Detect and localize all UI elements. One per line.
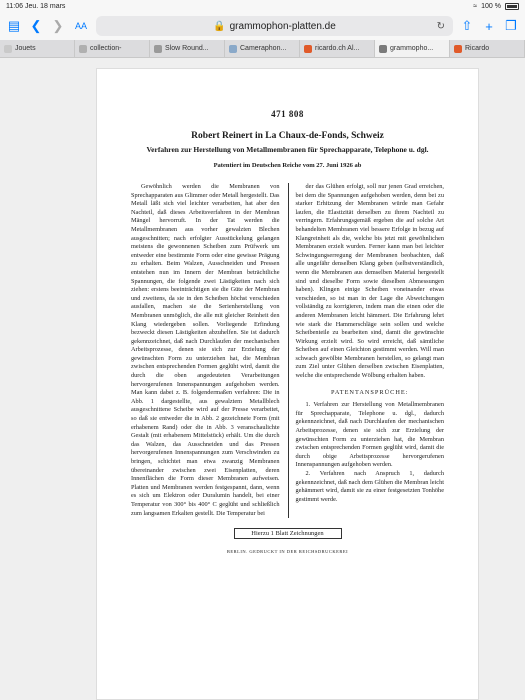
lock-icon: 🔒	[213, 20, 226, 32]
browser-toolbar	[0, 12, 525, 40]
right-column-text: der das Glühen erfolgt, soll nur jenen Grad erreichen, bei dem die Spannungen aufgehoben werden, denn bei zu starker Erhitzung der Membranen würde man Gefahr laufen, die Elastizität derselben zu ihrem Nachteil zu verringern. Erfahrungsgemäß ergeben die auf solche Art behandelten Membranen viel bessere Erfolge in bezug auf Klangreinheit als die, welche bis jetzt mit gewöhnlichen Membranen erzielt wurden. Ferner kann man bei leichter Schwingungserregung der Membranen beobachten, daß alle ungefähr denselben Klang geben (selbstverständlich, wenn die Membranen aus demselben Material hergestellt sind und dieselbe Form sowie dieselben Abmessungen haben). Klingen einige Scheiben voneinander etwas verschieden, so ist man in der Lage die Abweichungen vollständig zu korrigieren, indem man die einen oder die anderen Membranen leicht hämmert. Die Erfahrung lehrt wie stark die Hammerschläge sein sollen und welche Scheibenteile zu bearbeiten sind, damit die gewünschte Wirkung erzielt wird. So wird erreicht, daß sämtliche Scheiben auf einen Gleichton gestimmt werden. Will man schwach gewölbte Membranen herstellen, so gelangt man zum Ziel unter Glühen derselben zwischen Eisenplatten, welche die entsprechende Wölbung erhalten haben.	[295, 183, 444, 380]
tabs-overview-icon[interactable]: ❐	[505, 18, 517, 33]
url-text: grammophon-platten.de	[229, 20, 336, 32]
patent-number: 471 808	[271, 109, 304, 119]
battery-icon	[505, 3, 519, 10]
tab-label: Slow Round...	[165, 45, 209, 52]
printer-line: BERLIN. GEDRUCKT IN DER REICHSDRUCKEREI	[226, 549, 349, 555]
wifi-icon: ≈	[473, 2, 478, 10]
tab-label: Cameraphon...	[240, 45, 287, 52]
tab-0[interactable]	[0, 40, 75, 57]
right-column	[288, 183, 453, 518]
status-left	[6, 3, 65, 10]
tab-2[interactable]	[150, 40, 225, 57]
favicon-icon	[454, 45, 462, 53]
patent-page	[96, 68, 479, 700]
claim-1: 1. Verfahren zur Herstellung von Metallmembranen für Sprechapparate, Telephone u. dgl., dadurch gekennzeichnet, daß nach Durchlaufen der mechanischen Arbeitsprozesse, denen sie sich zur Erzielung der gewünschten Form zu unterziehen hat, die Membran zwischen entsprechenden Formen geglüht wird, damit die durch obige Arbeitsprozesse hervorgerufenen Innenspannungen aufgehoben werden.	[295, 401, 444, 469]
tab-label: collection-	[90, 45, 122, 52]
tab-1[interactable]	[75, 40, 150, 57]
status-time: 11:06	[6, 2, 23, 10]
status-bar	[0, 0, 525, 12]
patent-author: Robert Reinert in La Chaux-de-Fonds, Schweiz	[191, 131, 384, 141]
favicon-icon	[379, 45, 387, 53]
tab-bar	[0, 40, 525, 58]
back-button[interactable]: ❮	[30, 18, 42, 33]
claims-heading: PATENTANSPRÜCHE:	[330, 388, 409, 396]
battery-percent: 100 %	[481, 2, 501, 10]
share-icon[interactable]: ⇧	[461, 18, 473, 33]
favicon-icon	[229, 45, 237, 53]
favicon-icon	[154, 45, 162, 53]
favicon-icon	[79, 45, 87, 53]
tab-3[interactable]	[225, 40, 300, 57]
left-column	[123, 183, 288, 518]
patent-date-line: Patentiert im Deutschen Reiche vom 27. Juni 1926 ab	[213, 162, 362, 169]
status-date: Jeu. 18 mars	[24, 2, 66, 10]
address-bar[interactable]	[96, 16, 453, 36]
drawings-note: Hierzu 1 Blatt Zeichnungen	[234, 528, 342, 539]
tab-label: Jouets	[15, 45, 36, 52]
patent-title: Verfahren zur Herstellung von Metallmembranen für Sprechapparate, Telephone u. dgl.	[146, 145, 429, 154]
tab-5[interactable]	[375, 40, 450, 57]
status-right	[473, 3, 519, 10]
tab-label: Ricardo	[465, 45, 490, 52]
favicon-icon	[304, 45, 312, 53]
viewport	[0, 58, 525, 700]
favicon-icon	[4, 45, 12, 53]
left-column-text: Gewöhnlich werden die Membranen von Sprechapparaten aus Glimmer oder Metall hergestellt. Das Metall läßt sich viel leichter verarbeiten, hat aber den Nachteil, daß dieses Arbeitsverfahren in der Membran Mängel hervorruft. In der Tat werden die Metallmembranen aus vorher gewalzten Blechen ausgeschnitten; nach erfolgter Ausstückelung gelangen meistens die gewonnenen Scheiben zum Prüfwerk um entweder eine bestimmte Form oder eine gewisse Prägung zu erhalten. Beim Walzen, Ausschneiden und Pressen entstehen nun im Innern der Membran beträchtliche Spannungen, die folgende zwei Lästigkeiten nach sich ziehen: erstens beeinträchtigen sie die Güte der Membran und zweitens, da sie in den Scheiben höchst verschieden ausfallen, machen sie die Serienherstellung von Membranen unmöglich, die alle mit gleicher Reinheit den Klang wiedergeben sollen. Vorliegende Erfindung bezweckt diesen Lästigkeiten abzuhelfen. Sie ist dadurch gekennzeichnet, daß nach Durchlaufen der mechanischen Arbeitsprozesse, denen sie sich zur Erzielung der gewünschten Form zu unterziehen hat, die Membran zwischen entsprechenden Formen geglüht wird, damit die durch die oben angedeuteten Verarbeitungen hervorgerufenen Innenspannungen aufgehoben werden. Man kann dabei z. B. folgendermaßen verfahren: Die in Abb. 1 dargestellte, aus gewalztem Metallblech ausgeschnittene Scheibe wird auf der Presse verarbeitet, so daß sie entweder die in Abb. 2 gezeichnete Form (mit erhabenem Rand) oder die in Abb. 3 veranschaulichte Gestalt (mit erhabenem Mittelstück) erhält. Um die durch das Walzen, das Ausschneiden und das Pressen hervorgerufenen Innenspannungen zum Verschwinden zu bringen, schichtet man etwa zwanzig Membranen übereinander zwischen zwei Eisenplatten, deren Innenflächen die Form dieser Membranen aufweisen. Platten und Membranen werden festgespannt, dann, wenn es sich um Elektron oder Duralumin handelt, bei einer Temperatur von 300° bis 400° C geglüht und schließlich zum langsamen Erkalten gestellt. Die Temperatur bei	[131, 183, 280, 517]
sidebar-icon[interactable]: ▤	[7, 18, 21, 33]
claim-2: 2. Verfahren nach Anspruch 1, dadurch gekennzeichnet, daß nach dem Glühen die Membran leicht gehämmert wird, damit sie zu einer festgesetzten Tonhöhe gestimmt werde.	[295, 470, 444, 503]
column-divider	[288, 183, 289, 518]
forward-button[interactable]: ❯	[52, 18, 64, 33]
reader-aa-button[interactable]: AA	[74, 21, 87, 31]
new-tab-icon[interactable]: +	[485, 18, 493, 34]
patent-body	[123, 183, 452, 518]
tab-4[interactable]	[300, 40, 375, 57]
reload-icon[interactable]: ↻	[436, 20, 445, 32]
tab-label: grammopho...	[390, 45, 434, 52]
tab-6[interactable]	[450, 40, 525, 57]
tab-label: ricardo.ch Al...	[315, 45, 360, 52]
